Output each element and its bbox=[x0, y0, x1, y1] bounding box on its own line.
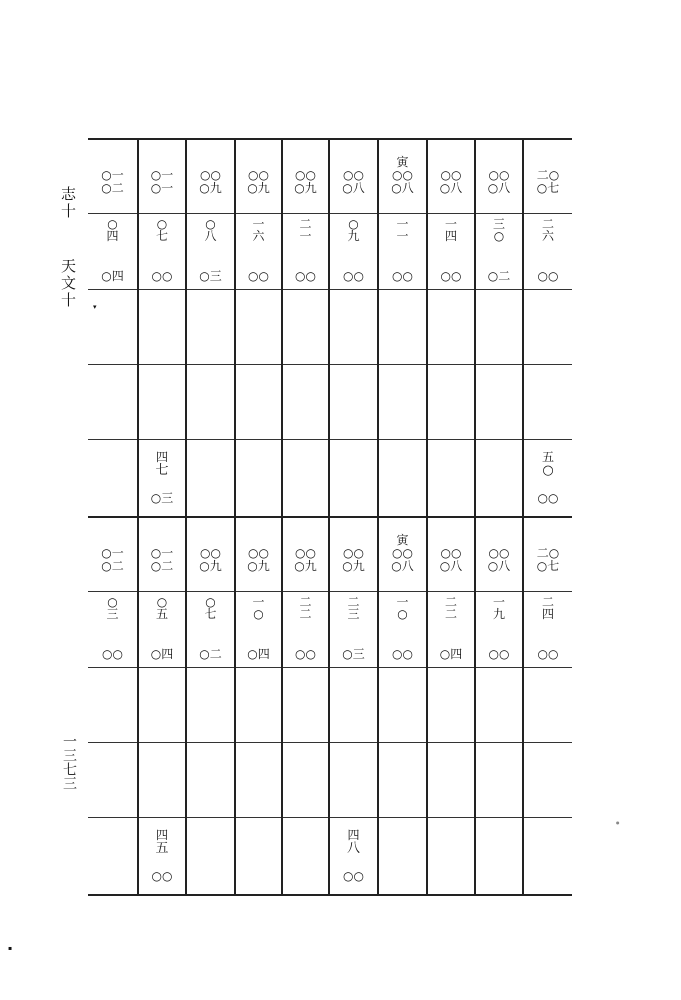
numeral-char-2: 四 bbox=[106, 229, 119, 244]
section-label: 天文十 bbox=[59, 258, 77, 309]
numeral-char-2: 九 bbox=[492, 607, 505, 622]
serial-cell bbox=[282, 643, 329, 667]
extra-cell bbox=[378, 817, 427, 895]
numeral-char-1: 一 bbox=[492, 594, 505, 609]
astronomical-table bbox=[88, 138, 572, 896]
serial-cell bbox=[235, 643, 282, 667]
empty-cell bbox=[282, 364, 329, 439]
extra-cell bbox=[329, 817, 378, 895]
zodiac-cell bbox=[378, 139, 427, 169]
empty-cell bbox=[378, 364, 427, 439]
value-line-2: ○八 bbox=[439, 180, 463, 195]
extra-cell bbox=[88, 439, 138, 517]
numeral-char-1: ○ bbox=[205, 594, 216, 609]
empty-cell bbox=[186, 364, 235, 439]
numeral-char-1: 二 bbox=[299, 216, 312, 231]
numeral-char-2: 三 bbox=[106, 607, 119, 622]
value-line-2: ○九 bbox=[199, 180, 222, 195]
numeral-char-2: 四 bbox=[541, 607, 554, 622]
zodiac-cell bbox=[282, 139, 329, 169]
zodiac-row bbox=[88, 139, 572, 169]
empty-cell bbox=[282, 289, 329, 364]
zodiac-cell bbox=[427, 139, 475, 169]
value-line-1: ○○ bbox=[488, 169, 510, 182]
serial-value: ○○ bbox=[151, 269, 173, 284]
value-row bbox=[88, 547, 572, 591]
extra-cell bbox=[88, 817, 138, 895]
serial-value: ○四 bbox=[247, 647, 270, 662]
extra-cell bbox=[378, 439, 427, 517]
empty-cell bbox=[523, 289, 572, 364]
serial-value: ○二 bbox=[199, 647, 222, 662]
numeral-char-2: 七 bbox=[155, 229, 168, 244]
extra-row bbox=[88, 817, 572, 895]
empty-cell bbox=[427, 364, 475, 439]
extra-cell bbox=[186, 439, 235, 517]
empty-cell bbox=[138, 667, 186, 742]
extra-cell bbox=[138, 817, 186, 895]
serial-cell bbox=[475, 643, 523, 667]
numeral-row bbox=[88, 213, 572, 265]
empty-cell bbox=[475, 742, 523, 817]
extra-cell bbox=[329, 439, 378, 517]
serial-cell bbox=[475, 265, 523, 289]
value-line-1: ○○ bbox=[248, 169, 269, 182]
extra-row bbox=[88, 439, 572, 517]
serial-value: ○○ bbox=[392, 269, 413, 284]
numeral-cell bbox=[88, 591, 138, 643]
serial-value: ○二 bbox=[487, 269, 511, 284]
value-line-1: ○○ bbox=[200, 547, 221, 560]
value-line-1: ○一 bbox=[150, 547, 174, 560]
extra-char-2: 五 bbox=[155, 840, 169, 856]
empty-cell bbox=[88, 667, 138, 742]
numeral-cell bbox=[329, 213, 378, 265]
value-line-1: ○○ bbox=[488, 547, 510, 560]
numeral-char-1: 三 bbox=[492, 216, 505, 231]
numeral-cell bbox=[523, 213, 572, 265]
serial-value: ○三 bbox=[199, 269, 222, 284]
value-cell bbox=[235, 169, 282, 213]
empty-row bbox=[88, 742, 572, 817]
value-line-1: ○一 bbox=[101, 547, 124, 560]
numeral-char-2: 五 bbox=[155, 607, 168, 622]
numeral-char-1: 二 bbox=[347, 594, 360, 609]
numeral-cell bbox=[427, 591, 475, 643]
extra-cell bbox=[235, 817, 282, 895]
value-line-1: ○一 bbox=[150, 169, 174, 182]
value-line-2: ○八 bbox=[487, 558, 511, 573]
empty-cell bbox=[186, 742, 235, 817]
serial-value: ○四 bbox=[101, 269, 124, 284]
extra-cell bbox=[523, 817, 572, 895]
serial-value: ○○ bbox=[537, 269, 559, 284]
zodiac-cell bbox=[523, 139, 572, 169]
value-line-2: ○八 bbox=[487, 180, 511, 195]
extra-cell bbox=[523, 439, 572, 517]
numeral-char-1: ○ bbox=[156, 594, 168, 609]
numeral-char-2: 八 bbox=[204, 229, 217, 244]
value-line-1: ○○ bbox=[295, 547, 316, 560]
numeral-cell bbox=[282, 591, 329, 643]
serial-value: ○○ bbox=[488, 647, 510, 662]
empty-cell bbox=[138, 742, 186, 817]
empty-cell bbox=[235, 289, 282, 364]
extra-char-2: 八 bbox=[346, 840, 360, 856]
numeral-cell bbox=[235, 591, 282, 643]
extra-cell bbox=[475, 439, 523, 517]
empty-cell bbox=[523, 364, 572, 439]
value-cell bbox=[378, 547, 427, 591]
margin-speck-right: ● bbox=[616, 820, 620, 825]
numeral-char-2: ○ bbox=[493, 229, 505, 244]
value-cell bbox=[138, 169, 186, 213]
extra-cell bbox=[282, 817, 329, 895]
zodiac-cell bbox=[88, 517, 138, 547]
extra-serial: ○○ bbox=[343, 868, 364, 883]
numeral-cell bbox=[88, 213, 138, 265]
zodiac-row bbox=[88, 517, 572, 547]
value-line-1: 二○ bbox=[536, 169, 560, 182]
zodiac-cell bbox=[378, 517, 427, 547]
empty-cell bbox=[282, 667, 329, 742]
value-cell bbox=[329, 547, 378, 591]
numeral-char-2: 一 bbox=[396, 229, 409, 244]
numeral-char-1: ○ bbox=[107, 594, 118, 609]
serial-cell bbox=[378, 643, 427, 667]
serial-cell bbox=[88, 643, 138, 667]
value-line-2: ○八 bbox=[342, 180, 365, 195]
value-cell bbox=[88, 547, 138, 591]
numeral-cell bbox=[138, 213, 186, 265]
extra-serial: ○三 bbox=[150, 490, 174, 505]
numeral-cell bbox=[186, 213, 235, 265]
value-line-2: ○八 bbox=[391, 558, 414, 573]
value-line-1: ○○ bbox=[440, 169, 462, 182]
value-line-2: ○九 bbox=[342, 558, 365, 573]
serial-row bbox=[88, 643, 572, 667]
empty-row bbox=[88, 364, 572, 439]
serial-value: ○四 bbox=[439, 647, 463, 662]
extra-char-2: 七 bbox=[155, 462, 169, 478]
empty-cell bbox=[235, 667, 282, 742]
numeral-char-2: 七 bbox=[204, 607, 217, 622]
empty-cell bbox=[235, 742, 282, 817]
value-line-1: ○○ bbox=[200, 169, 221, 182]
numeral-char-1: ○ bbox=[156, 216, 168, 231]
serial-cell bbox=[138, 265, 186, 289]
value-cell bbox=[475, 547, 523, 591]
value-line-2: ○九 bbox=[294, 180, 317, 195]
extra-char-1: 五 bbox=[541, 450, 554, 465]
empty-cell bbox=[378, 289, 427, 364]
numeral-cell bbox=[186, 591, 235, 643]
serial-cell bbox=[427, 643, 475, 667]
zodiac-cell bbox=[329, 139, 378, 169]
zodiac-cell bbox=[186, 517, 235, 547]
extra-char-1: 四 bbox=[155, 828, 168, 843]
extra-char-1: 四 bbox=[347, 828, 360, 843]
numeral-char-2: 一 bbox=[299, 229, 312, 244]
empty-cell bbox=[88, 742, 138, 817]
numeral-cell bbox=[235, 213, 282, 265]
numeral-char-1: 二 bbox=[541, 216, 554, 231]
value-line-1: ○○ bbox=[440, 547, 462, 560]
value-cell bbox=[88, 169, 138, 213]
extra-cell bbox=[282, 439, 329, 517]
empty-cell bbox=[378, 742, 427, 817]
extra-cell bbox=[235, 439, 282, 517]
zodiac-cell bbox=[329, 517, 378, 547]
serial-cell bbox=[186, 265, 235, 289]
numeral-cell bbox=[475, 213, 523, 265]
serial-cell bbox=[378, 265, 427, 289]
value-line-1: ○○ bbox=[392, 169, 413, 182]
empty-cell bbox=[88, 364, 138, 439]
numeral-char-2: 四 bbox=[444, 229, 457, 244]
value-line-2: ○九 bbox=[199, 558, 222, 573]
serial-value: ○○ bbox=[102, 647, 123, 662]
zodiac-label: 寅 bbox=[396, 533, 409, 547]
empty-cell bbox=[329, 667, 378, 742]
value-line-1: ○一 bbox=[101, 169, 124, 182]
numeral-char-2: 二 bbox=[444, 607, 457, 622]
empty-cell bbox=[427, 289, 475, 364]
value-cell bbox=[282, 169, 329, 213]
serial-cell bbox=[88, 265, 138, 289]
numeral-char-1: ○ bbox=[348, 216, 359, 231]
empty-cell bbox=[138, 289, 186, 364]
numeral-char-1: 一 bbox=[252, 594, 265, 609]
numeral-char-2: 三 bbox=[347, 607, 360, 622]
empty-cell bbox=[475, 667, 523, 742]
serial-value: ○○ bbox=[343, 269, 364, 284]
empty-row bbox=[88, 289, 572, 364]
serial-cell bbox=[329, 643, 378, 667]
serial-cell bbox=[138, 643, 186, 667]
serial-cell bbox=[523, 643, 572, 667]
value-cell bbox=[138, 547, 186, 591]
extra-serial: ○○ bbox=[537, 490, 559, 505]
numeral-char-1: 一 bbox=[396, 594, 409, 609]
value-cell bbox=[282, 547, 329, 591]
value-line-2: ○九 bbox=[247, 180, 270, 195]
numeral-cell bbox=[378, 591, 427, 643]
zodiac-cell bbox=[475, 139, 523, 169]
value-line-1: ○○ bbox=[248, 547, 269, 560]
empty-cell bbox=[138, 364, 186, 439]
value-line-2: ○九 bbox=[294, 558, 317, 573]
table-body bbox=[88, 139, 572, 895]
numeral-cell bbox=[378, 213, 427, 265]
numeral-char-2: ○ bbox=[397, 607, 408, 622]
empty-cell bbox=[282, 742, 329, 817]
value-row bbox=[88, 169, 572, 213]
empty-cell bbox=[427, 667, 475, 742]
numeral-cell bbox=[427, 213, 475, 265]
empty-row bbox=[88, 667, 572, 742]
extra-char-2: ○ bbox=[542, 462, 554, 478]
extra-cell bbox=[427, 439, 475, 517]
value-line-2: ○二 bbox=[101, 180, 124, 195]
zodiac-cell bbox=[138, 139, 186, 169]
value-cell bbox=[475, 169, 523, 213]
serial-cell bbox=[235, 265, 282, 289]
numeral-char-1: ○ bbox=[205, 216, 216, 231]
value-line-2: ○八 bbox=[439, 558, 463, 573]
value-line-2: ○七 bbox=[536, 558, 560, 573]
zodiac-cell bbox=[88, 139, 138, 169]
empty-cell bbox=[186, 289, 235, 364]
empty-cell bbox=[235, 364, 282, 439]
value-cell bbox=[186, 547, 235, 591]
value-line-1: ○○ bbox=[343, 169, 364, 182]
zodiac-label: 寅 bbox=[396, 155, 409, 169]
value-cell bbox=[427, 169, 475, 213]
empty-cell bbox=[329, 289, 378, 364]
zodiac-cell bbox=[186, 139, 235, 169]
numeral-cell bbox=[475, 591, 523, 643]
chapter-label: 志十 bbox=[59, 186, 77, 220]
numeral-cell bbox=[282, 213, 329, 265]
serial-value: ○○ bbox=[537, 647, 559, 662]
serial-value: ○四 bbox=[150, 647, 174, 662]
numeral-char-1: 一 bbox=[396, 216, 409, 231]
zodiac-cell bbox=[427, 517, 475, 547]
numeral-char-2: 六 bbox=[252, 229, 265, 244]
numeral-char-1: 二 bbox=[541, 594, 554, 609]
numeral-char-2: 六 bbox=[541, 229, 554, 244]
zodiac-cell bbox=[523, 517, 572, 547]
value-cell bbox=[186, 169, 235, 213]
empty-cell bbox=[475, 289, 523, 364]
empty-cell bbox=[378, 667, 427, 742]
numeral-cell bbox=[329, 591, 378, 643]
value-line-2: ○九 bbox=[247, 558, 270, 573]
zodiac-cell bbox=[138, 517, 186, 547]
extra-cell bbox=[475, 817, 523, 895]
serial-cell bbox=[186, 643, 235, 667]
serial-cell bbox=[329, 265, 378, 289]
numeral-char-1: ○ bbox=[107, 216, 118, 231]
zodiac-cell bbox=[282, 517, 329, 547]
empty-cell bbox=[88, 289, 138, 364]
numeral-cell bbox=[138, 591, 186, 643]
zodiac-cell bbox=[475, 517, 523, 547]
extra-char-1: 四 bbox=[155, 450, 168, 465]
value-line-2: ○七 bbox=[536, 180, 560, 195]
margin-speck: ▪ bbox=[8, 945, 13, 952]
empty-cell bbox=[523, 742, 572, 817]
empty-cell bbox=[329, 364, 378, 439]
numeral-char-1: 二 bbox=[299, 594, 312, 609]
value-cell bbox=[329, 169, 378, 213]
value-line-1: ○○ bbox=[343, 547, 364, 560]
serial-value: ○○ bbox=[440, 269, 462, 284]
zodiac-cell bbox=[235, 517, 282, 547]
value-cell bbox=[523, 169, 572, 213]
extra-cell bbox=[186, 817, 235, 895]
value-line-2: ○八 bbox=[391, 180, 414, 195]
numeral-char-1: 一 bbox=[444, 216, 457, 231]
zodiac-cell bbox=[235, 139, 282, 169]
page-number: 一三七三 bbox=[61, 734, 77, 790]
serial-value: ○○ bbox=[392, 647, 413, 662]
extra-cell bbox=[138, 439, 186, 517]
serial-value: ○○ bbox=[248, 269, 269, 284]
value-cell bbox=[378, 169, 427, 213]
value-line-1: ○○ bbox=[392, 547, 413, 560]
value-cell bbox=[235, 547, 282, 591]
numeral-row bbox=[88, 591, 572, 643]
value-line-2: ○二 bbox=[101, 558, 124, 573]
empty-cell bbox=[427, 742, 475, 817]
serial-value: ○○ bbox=[295, 269, 316, 284]
serial-value: ○三 bbox=[342, 647, 365, 662]
numeral-char-2: 九 bbox=[347, 229, 360, 244]
numeral-char-2: ○ bbox=[253, 607, 264, 622]
empty-cell bbox=[186, 667, 235, 742]
empty-cell bbox=[329, 742, 378, 817]
extra-serial: ○○ bbox=[151, 868, 173, 883]
extra-cell bbox=[427, 817, 475, 895]
numeral-char-1: 二 bbox=[444, 594, 457, 609]
numeral-cell bbox=[523, 591, 572, 643]
numeral-char-2: 二 bbox=[299, 607, 312, 622]
empty-cell bbox=[523, 667, 572, 742]
serial-row bbox=[88, 265, 572, 289]
serial-cell bbox=[523, 265, 572, 289]
value-line-1: ○○ bbox=[295, 169, 316, 182]
value-cell bbox=[427, 547, 475, 591]
numeral-char-1: 一 bbox=[252, 216, 265, 231]
value-line-1: 二○ bbox=[536, 547, 560, 560]
value-cell bbox=[523, 547, 572, 591]
empty-cell bbox=[475, 364, 523, 439]
serial-cell bbox=[427, 265, 475, 289]
value-line-2: ○一 bbox=[150, 180, 174, 195]
serial-value: ○○ bbox=[295, 647, 316, 662]
value-line-2: ○二 bbox=[150, 558, 174, 573]
margin-mark: ▾ bbox=[93, 303, 97, 311]
serial-cell bbox=[282, 265, 329, 289]
